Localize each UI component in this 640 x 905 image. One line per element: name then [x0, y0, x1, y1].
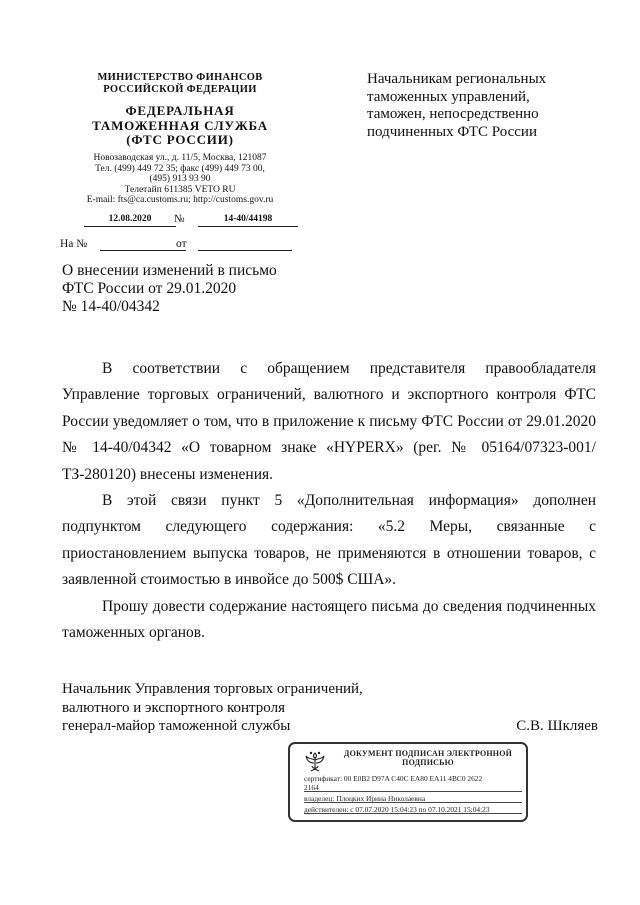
- subject-line-3: № 14-40/04342: [62, 298, 160, 315]
- recipient-line-2: таможенных управлений,: [367, 88, 530, 105]
- document-number: 14-40/44198: [198, 214, 298, 227]
- ministry-heading: [60, 72, 300, 96]
- letter-body: [62, 356, 596, 646]
- ref-date-blank: [198, 250, 292, 251]
- stamp-title: [330, 749, 526, 767]
- body-paragraph-2: В этой связи пункт 5 «Дополнительная информация» дополнен подпунктом следующего содержания: «5.2 Меры, связанные с приостановлением выпуска товаров, не применяются в отношении товаров, с заявленной стоимостью в инвойсе до 500$ США».: [62, 492, 596, 589]
- stamp-title-line-1: ДОКУМЕНТ ПОДПИСАН ЭЛЕКТРОННОЙ: [343, 749, 513, 758]
- ministry-line-2: РОССИЙСКОЙ ФЕДЕРАЦИИ: [103, 84, 257, 95]
- stamp-divider-2: [304, 802, 522, 803]
- document-date: 12.08.2020: [84, 214, 176, 227]
- position-line-1: Начальник Управления торговых ограничений,: [62, 681, 363, 697]
- position-line-3: генерал-майор таможенной службы: [62, 718, 291, 734]
- ref-date-label: от: [176, 238, 187, 250]
- electronic-signature-stamp: [288, 742, 528, 822]
- position-line-2: валютного и экспортного контроля: [62, 699, 285, 716]
- stamp-title-line-2: ПОДПИСЬЮ: [402, 758, 454, 767]
- stamp-divider-1: [304, 791, 522, 792]
- stamp-validity: действителен: с 07.07.2020 15:04:23 по 07.10.2021 15:04:23: [304, 805, 490, 814]
- letter-subject: [62, 262, 322, 316]
- recipient-block: [367, 71, 607, 141]
- number-sign: №: [174, 213, 185, 225]
- address: Новозаводская ул., д. 11/5, Москва, 121087: [93, 153, 267, 163]
- signatory-position: [62, 680, 422, 736]
- service-line-2: ТАМОЖЕННАЯ СЛУЖБА: [92, 117, 268, 133]
- recipient-line-1: Начальникам региональных: [367, 71, 547, 87]
- subject-line-2: ФТС России от 29.01.2020: [62, 280, 237, 297]
- signatory-name: С.В. Шкляев: [516, 718, 598, 734]
- phone-line-1: Тел. (499) 449 72 35; факс (499) 449 73 00,: [95, 163, 265, 174]
- ref-number-label: На №: [60, 238, 88, 250]
- eagle-emblem-icon: [304, 750, 326, 774]
- recipient-line-4: подчиненных ФТС России: [367, 123, 537, 140]
- stamp-divider-3: [304, 813, 522, 814]
- reference-line: [60, 238, 300, 254]
- contact-details: [60, 153, 300, 206]
- registration-line: [60, 214, 300, 230]
- phone-line-2: (495) 913 93 90: [149, 174, 211, 185]
- service-line-3: (ФТС РОССИИ): [126, 132, 234, 147]
- stamp-certificate-line-2: 2164: [304, 783, 319, 792]
- service-heading: [60, 104, 300, 148]
- stamp-certificate-line-1: сертификат: 00 E0B2 D97A C40C EA80 EA11 4BC0 2622: [304, 774, 483, 783]
- service-line-1: ФЕДЕРАЛЬНАЯ: [125, 103, 235, 118]
- recipient-line-3: таможен, непосредственно: [367, 106, 539, 122]
- subject-line-1: О внесении изменений в письмо: [62, 262, 277, 279]
- email: E-mail: fts@ca.customs.ru; http://customs.gov.ru: [86, 195, 274, 206]
- ministry-line-1: МИНИСТЕРСТВО ФИНАНСОВ: [97, 72, 263, 83]
- body-paragraph-3: Прошу довести содержание настоящего письма до сведения подчиненных таможенных органов.: [62, 597, 596, 642]
- teletype: Телетайп 611385 VETO RU: [124, 184, 236, 195]
- stamp-owner: владелец: Плоцких Ирина Николаевна: [304, 794, 426, 803]
- body-paragraph-1: В соответствии с обращением представителя правообладателя Управление торговых ограничений, валютного и экспортного контроля ФТС России уведомляет о том, что в приложение к письму ФТС России от 29.01.2020 № 14-40/04342 «О товарном знаке «HYPERX» (рег. № 05164/07323-001/ТЗ-280120) внесены изменения.: [62, 360, 596, 483]
- ref-number-blank: [100, 250, 186, 251]
